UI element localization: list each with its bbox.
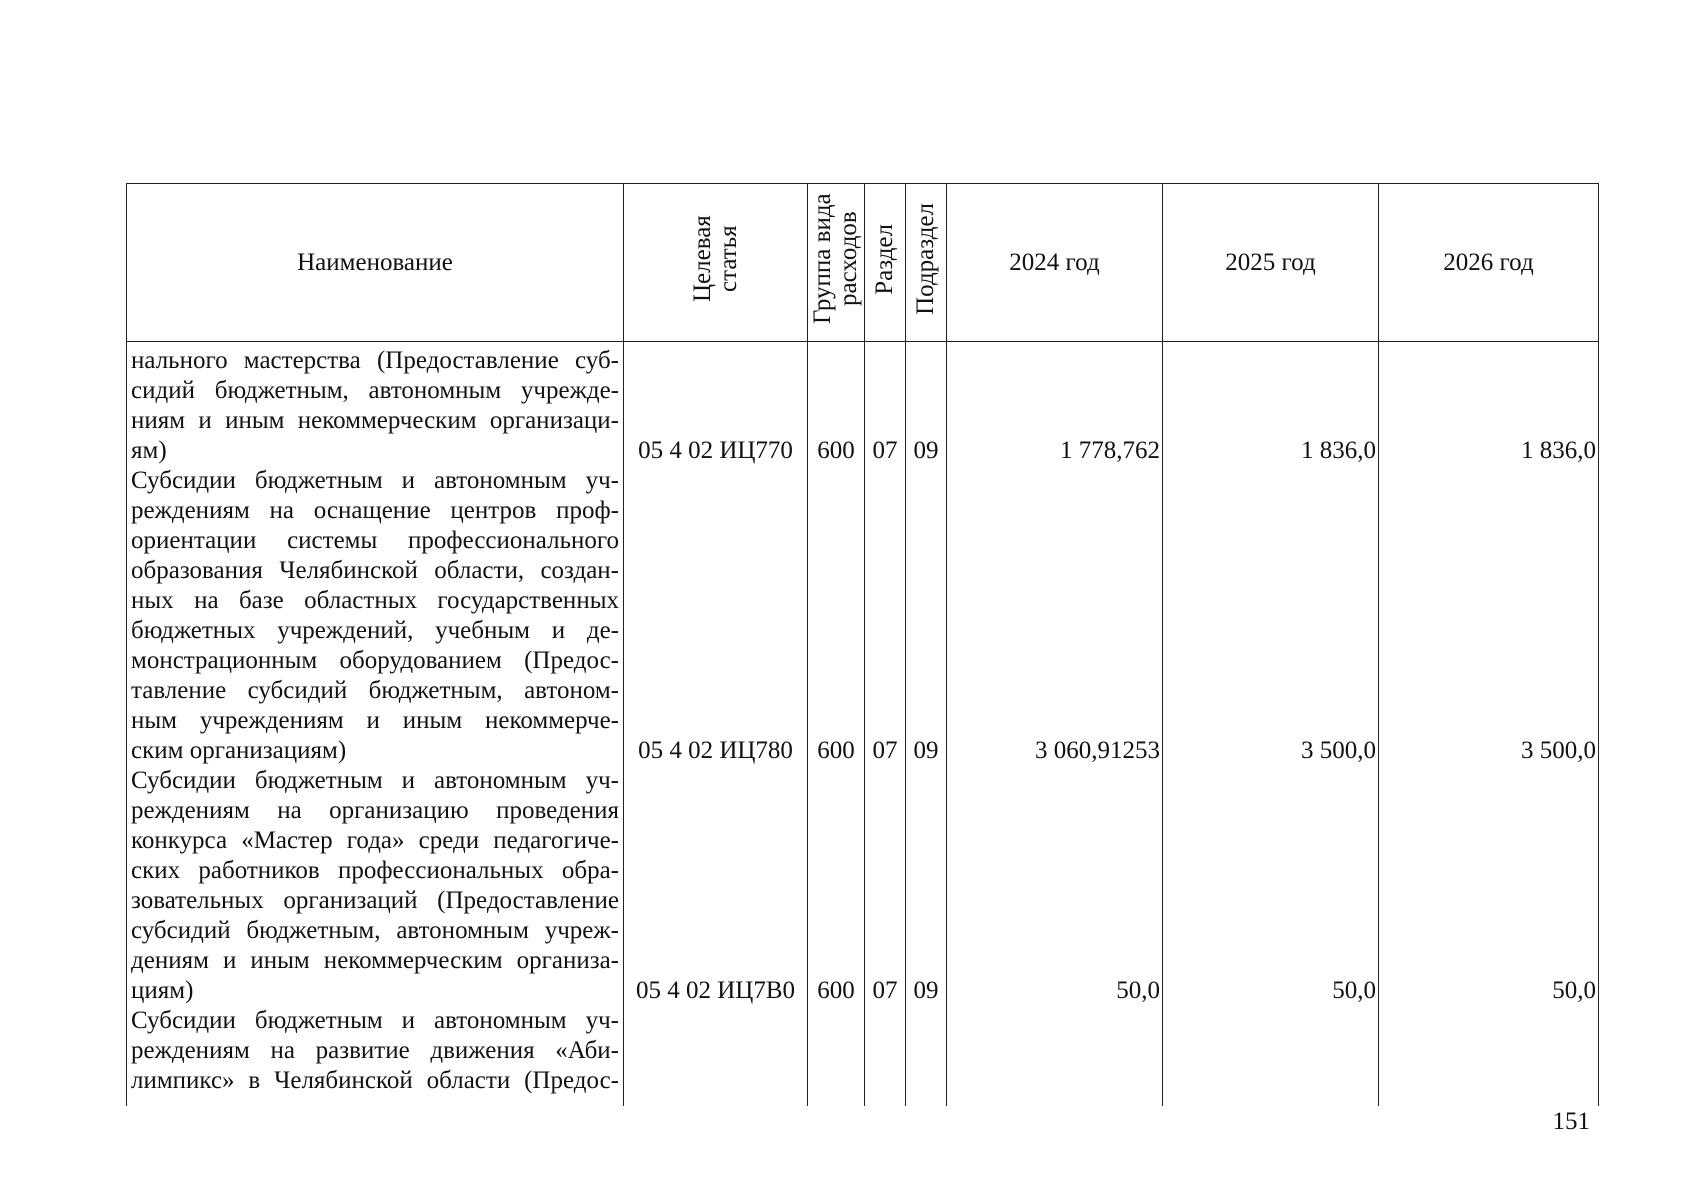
- name-line: реждениям на организацию проведения: [131, 797, 619, 824]
- cell-y2026: 3 500,0: [1521, 737, 1596, 764]
- name-line: ям): [131, 437, 167, 464]
- name-line: ским организациям): [131, 737, 347, 764]
- name-line: нального мастерства (Предоставление суб-: [131, 347, 619, 374]
- name-line: Субсидии бюджетным и автономным уч-: [131, 1007, 619, 1034]
- name-line: бюджетных учреждений, учебным и де-: [131, 617, 619, 644]
- name-line: дениям и иным некоммерческим организа-: [131, 947, 619, 974]
- year-2024-column: [947, 342, 1163, 1107]
- header-section: Раздел: [865, 184, 906, 342]
- section-column: [865, 342, 906, 1107]
- name-line: субсидий бюджетным, автономным учреж-: [131, 917, 619, 944]
- name-line: лимпикс» в Челябинской области (Предос-: [131, 1067, 619, 1094]
- header-year-2024: 2024 год: [947, 184, 1163, 342]
- name-line: тавление субсидий бюджетным, автоном-: [131, 677, 619, 704]
- header-year-2026: 2026 год: [1379, 184, 1599, 342]
- cell-subsection: 09: [913, 737, 939, 764]
- cell-y2026: 1 836,0: [1521, 437, 1596, 464]
- name-cell: [127, 342, 624, 1107]
- cell-y2024: 50,0: [1116, 977, 1160, 1004]
- cell-y2024: 3 060,91253: [1035, 737, 1160, 764]
- expense-group-column: [808, 342, 865, 1107]
- target-article-column: [624, 342, 808, 1107]
- header-target-article: Целевая статья: [624, 184, 808, 342]
- year-2026-column: [1379, 342, 1599, 1107]
- subsection-column: [906, 342, 947, 1107]
- cell-y2025: 50,0: [1332, 977, 1376, 1004]
- name-line: ных на базе областных государственных: [131, 587, 619, 614]
- header-subsection: Подраздел: [906, 184, 947, 342]
- cell-subsection: 09: [913, 977, 939, 1004]
- cell-y2024: 1 778,762: [1060, 437, 1160, 464]
- cell-expense-group: 600: [817, 737, 855, 764]
- cell-expense-group: 600: [817, 977, 855, 1004]
- table-body-row: [127, 342, 1599, 1107]
- cell-target-article: 05 4 02 ИЦ780: [638, 737, 793, 764]
- cell-section: 07: [872, 977, 898, 1004]
- cell-y2025: 3 500,0: [1301, 737, 1376, 764]
- header-expense-group: Группа вида расходов: [808, 184, 865, 342]
- name-line: монстрационным оборудованием (Предос-: [131, 647, 619, 674]
- header-year-2025: 2025 год: [1163, 184, 1379, 342]
- name-line: Субсидии бюджетным и автономным уч-: [131, 467, 619, 494]
- cell-subsection: 09: [913, 437, 939, 464]
- name-line: ным учреждениям и иным некоммерче-: [131, 707, 619, 734]
- cell-expense-group: 600: [817, 437, 855, 464]
- page-number: 151: [1552, 1108, 1590, 1135]
- cell-y2025: 1 836,0: [1301, 437, 1376, 464]
- name-line: реждениям на развитие движения «Аби-: [131, 1037, 619, 1064]
- name-line: ниям и иным некоммерческим организаци-: [131, 407, 619, 434]
- budget-table: [126, 183, 1599, 1106]
- name-line: циям): [131, 977, 194, 1004]
- name-line: образования Челябинской области, создан-: [131, 557, 619, 584]
- name-line: ских работников профессиональных обра-: [131, 857, 619, 884]
- name-line: Субсидии бюджетным и автономным уч-: [131, 767, 619, 794]
- name-text: [131, 346, 619, 1096]
- cell-target-article: 05 4 02 ИЦ770: [638, 437, 793, 464]
- cell-y2026: 50,0: [1552, 977, 1596, 1004]
- name-line: зовательных организаций (Предоставление: [131, 887, 619, 914]
- year-2025-column: [1163, 342, 1379, 1107]
- cell-section: 07: [872, 737, 898, 764]
- name-line: ориентации системы профессионального: [131, 527, 619, 554]
- name-line: конкурса «Мастер года» среди педагогиче-: [131, 827, 619, 854]
- cell-section: 07: [872, 437, 898, 464]
- header-name: Наименование: [127, 184, 624, 342]
- cell-target-article: 05 4 02 ИЦ7В0: [635, 977, 796, 1004]
- name-line: сидий бюджетным, автономным учрежде-: [131, 377, 619, 404]
- name-line: реждениям на оснащение центров проф-: [131, 497, 619, 524]
- table-header: [127, 184, 1599, 342]
